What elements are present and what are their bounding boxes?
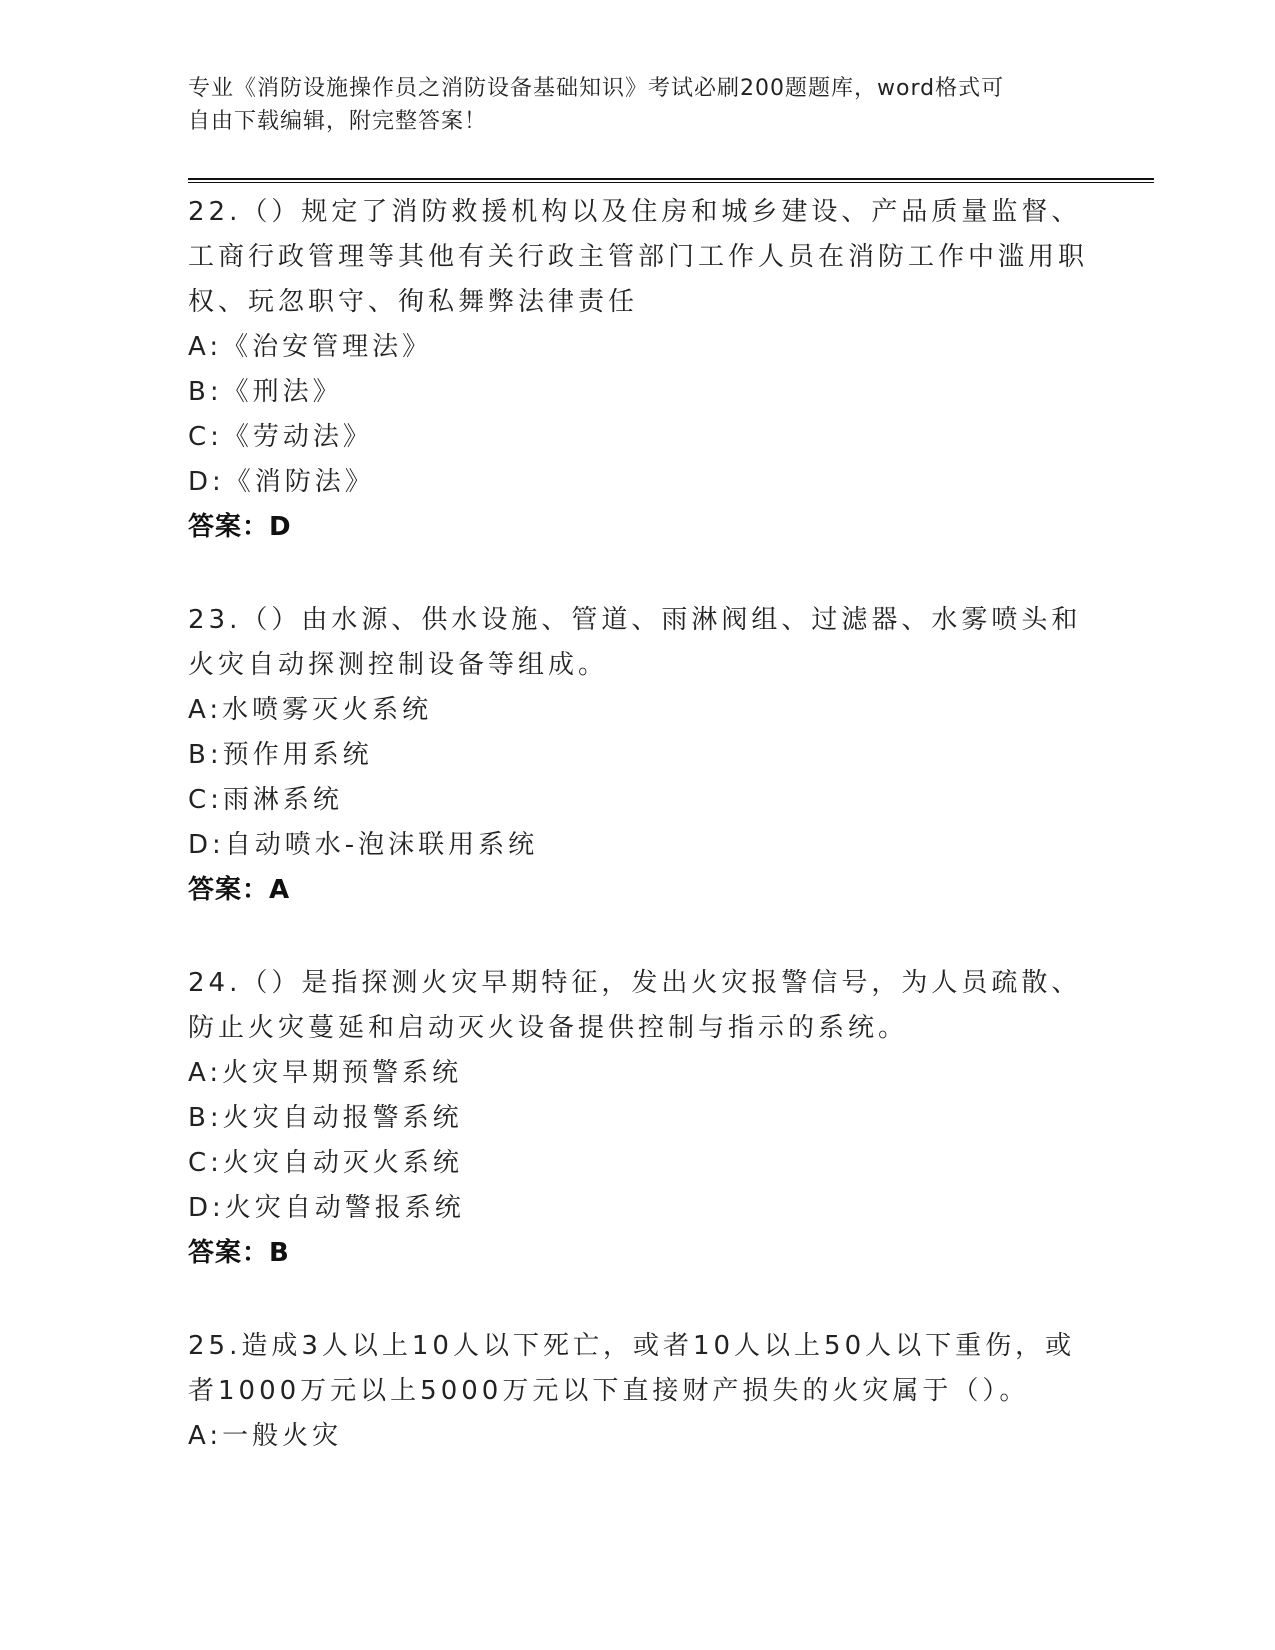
question-25 bbox=[188, 1324, 1088, 1459]
option-c: C:《劳动法》 bbox=[188, 422, 373, 452]
option-a: A:一般火灾 bbox=[188, 1421, 343, 1451]
answer: 答案：B bbox=[188, 1238, 290, 1268]
header-line-2: 自由下载编辑，附完整答案！ bbox=[188, 109, 488, 134]
question-stem: 23.（）由水源、供水设施、管道、雨淋阀组、过滤器、水雾喷头和火灾自动探测控制设备等组成。 bbox=[188, 605, 1082, 680]
option-a: A:火灾早期预警系统 bbox=[188, 1058, 463, 1088]
question-spacer bbox=[188, 913, 1088, 959]
option-b: B:预作用系统 bbox=[188, 740, 373, 770]
question-24 bbox=[188, 961, 1088, 1276]
option-a: A:《治安管理法》 bbox=[188, 332, 433, 362]
answer: 答案：D bbox=[188, 512, 292, 542]
question-stem: 25.造成3人以上10人以下死亡，或者10人以上50人以下重伤，或者1000万元以上5000万元以下直接财产损失的火灾属于（）。 bbox=[188, 1331, 1076, 1406]
question-23 bbox=[188, 598, 1088, 913]
option-b: B:火灾自动报警系统 bbox=[188, 1103, 463, 1133]
question-list bbox=[188, 188, 1088, 1459]
question-stem: 24.（）是指探测火灾早期特征，发出火灾报警信号，为人员疏散、防止火灾蔓延和启动灭火设备提供控制与指示的系统。 bbox=[188, 968, 1082, 1043]
option-d: D:《消防法》 bbox=[188, 467, 375, 497]
option-c: C:火灾自动灭火系统 bbox=[188, 1148, 463, 1178]
header-divider-bottom bbox=[188, 182, 1154, 183]
question-spacer bbox=[188, 550, 1088, 596]
answer: 答案：A bbox=[188, 875, 291, 905]
header-line-1: 专业《消防设施操作员之消防设备基础知识》考试必刷200题题库，word格式可 bbox=[188, 76, 1005, 101]
option-d: D:火灾自动警报系统 bbox=[188, 1193, 465, 1223]
question-stem: 22.（）规定了消防救援机构以及住房和城乡建设、产品质量监督、工商行政管理等其他有关行政主管部门工作人员在消防工作中滥用职权、玩忽职守、徇私舞弊法律责任 bbox=[188, 197, 1089, 317]
option-d: D:自动喷水-泡沫联用系统 bbox=[188, 830, 539, 860]
header-divider-top bbox=[188, 178, 1154, 180]
document-header bbox=[188, 72, 1088, 138]
question-22 bbox=[188, 190, 1088, 550]
question-spacer bbox=[188, 1276, 1088, 1322]
option-b: B:《刑法》 bbox=[188, 377, 343, 407]
option-a: A:水喷雾灭火系统 bbox=[188, 695, 433, 725]
option-c: C:雨淋系统 bbox=[188, 785, 343, 815]
